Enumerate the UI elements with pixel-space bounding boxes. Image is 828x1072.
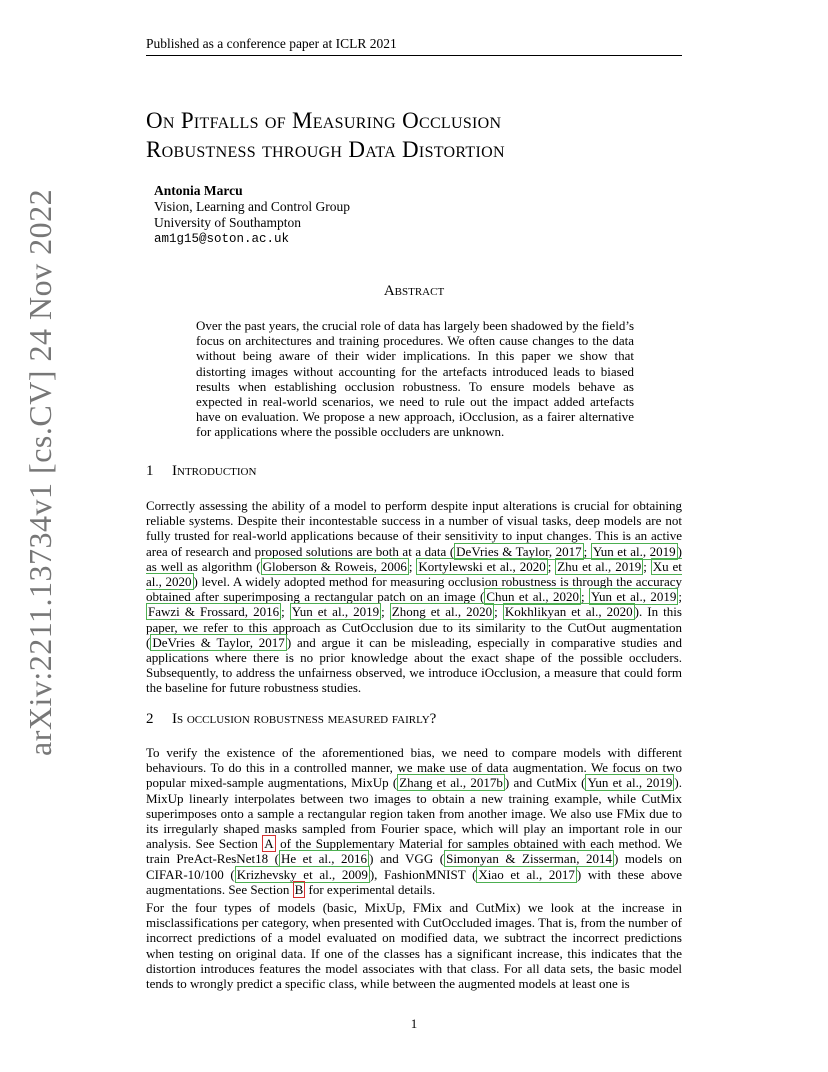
text-run: ) and CutMix ( [504, 775, 586, 791]
citation-link[interactable]: Globerson & Roweis, 2006 [262, 558, 407, 574]
section-2-paragraph-2: For the four types of models (basic, MixUp, FMix and CutMix) we look at the increase in misclassifications per category, when presented with CutOccluded images. That is, from the number of incorrect predictions of a model evaluated on modified data, we subtract the incorrect predictions when testing on original data. If one of the classes has a significant increase, this indicates that the distortion introduces features the model associates with that class. For all data sets, the basic model tends to wrongly predict a specific class, while between the augmented models at least one is [146, 900, 682, 992]
citation-link[interactable]: Zhu et al., 2019 [557, 558, 642, 574]
text-run: Correctly assessing the ability of a model to perform despite input alterations is crucial for obtaining reliable systems. Despite their incontestable success in a number of visual tasks, deep models are not fully trusted for real-world applications because of their sensitivity to input changes. This is an active area of research and proposed solutions are both at a data ( [146, 498, 682, 559]
text-run: ; [678, 589, 683, 605]
text-run: ), FashionMNIST ( [369, 866, 477, 882]
text-run: ) and VGG ( [369, 851, 445, 867]
abstract-heading: Abstract [383, 283, 445, 299]
author-name: Antonia Marcu [154, 183, 243, 198]
text-run: ; [547, 558, 556, 574]
text-run: ; [494, 604, 503, 620]
text-run: To verify the existence of the aforementioned bias, we need to compare models with different behaviours. To do this in a controlled manner, we make use of data augmentation. We focus on two popular mixed-sample augmentations, MixUp ( [146, 745, 682, 791]
author-affiliation-1: Vision, Learning and Control Group [154, 199, 351, 214]
text-run: ) and argue it can be misleading, especially in comparative studies and applications where there is no prior knowledge about the exact shape of the possible occluders. Subsequently, to address the unfairness observed, we introduce iOcclusion, a measure that could form the baseline for future robustness studies. [146, 634, 683, 696]
text-run: ) as well as algorithm ( [146, 543, 682, 574]
text-run: ; [583, 543, 591, 559]
arxiv-stamp [18, 188, 58, 760]
text-run: of the Supplementary Material for samples obtained with each method. We train PreAct-ResNet18 ( [146, 836, 682, 867]
citation-link[interactable]: DeVries & Taylor, 2017 [152, 634, 285, 650]
citation-link[interactable]: Simonyan & Zisserman, 2014 [446, 851, 612, 867]
section-2-heading [146, 711, 436, 728]
section-1-title: Introduction [172, 463, 257, 479]
text-run: for experimental details. [305, 881, 436, 897]
text-run: ) with these above augmentations. See Section [146, 866, 682, 897]
citation-link[interactable]: Xu et al., 2020 [146, 558, 682, 590]
citation-link[interactable]: Kokhlikyan et al., 2020 [504, 604, 633, 620]
title-line-1: On Pitfalls of Measuring Occlusion [146, 108, 502, 133]
abstract-text: Over the past years, the crucial role of data has largely been shadowed by the field’s focus on architectures and training procedures. We often cause changes to the data without being aware of their wider implications. In this paper we show that distorting images without accounting for the artefacts introduced leads to biased results when establishing occlusion robustness. To ensure models behave as expected in real-world scenarios, we need to rule out the impact added artefacts have on evaluation. We propose a new approach, iOcclusion, as a fairer alternative for applications where the possible occluders are unknown. [196, 318, 634, 440]
author-affiliation-2: University of Southampton [154, 215, 301, 230]
text-run: ; [643, 558, 651, 574]
section-2-number: 2 [146, 711, 154, 727]
citation-link[interactable]: Xiao et al., 2017 [478, 866, 575, 882]
citation-link[interactable]: Yun et al., 2019 [587, 775, 673, 791]
citation-link[interactable]: Fawzi & Frossard, 2016 [148, 604, 280, 620]
citation-link[interactable]: Yun et al., 2019 [592, 543, 676, 559]
section-1-number: 1 [146, 463, 154, 479]
citation-link[interactable]: Zhong et al., 2020 [391, 604, 493, 620]
text-run: ; [381, 604, 390, 620]
author-email: am1g15@soton.ac.uk [154, 232, 290, 246]
arxiv-stamp-text: arXiv:2211.13734v1 [cs.CV] 24 Nov 2022 [22, 188, 58, 756]
section-1-heading [146, 463, 256, 480]
text-run: ; [580, 589, 589, 605]
text-run: ) level. A widely adopted method for measuring occlusion robustness is through the accuracy obtained after superimposing a rectangular patch on an image ( [146, 574, 682, 605]
text-run: ) models on CIFAR-10/100 ( [146, 851, 682, 882]
page-number: 1 [410, 1016, 418, 1031]
section-link[interactable]: B [294, 881, 304, 897]
citation-link[interactable]: Yun et al., 2019 [291, 604, 380, 620]
title-line-2: Robustness through Data Distortion [146, 137, 505, 162]
text-run: ). MixUp linearly interpolates between two images to obtain a new training example, while CutMix superimposes onto a sample a rectangular region taken from another image. We also use FMix due to its irregularly shaped masks sampled from Fourier space, which will play an important role in our analysis. See Section [146, 775, 682, 852]
citation-link[interactable]: Chun et al., 2020 [486, 589, 579, 605]
paper-title [146, 106, 706, 164]
citation-link[interactable]: Krizhevsky et al., 2009 [236, 866, 368, 882]
running-header: Published as a conference paper at ICLR 2021 [146, 36, 682, 56]
intro-paragraph [146, 498, 682, 696]
section-2-paragraph-1 [146, 745, 682, 897]
section-2-title: Is occlusion robustness measured fairly? [172, 711, 437, 727]
section-link[interactable]: A [264, 836, 274, 852]
citation-link[interactable]: DeVries & Taylor, 2017 [456, 543, 582, 559]
citation-link[interactable]: Kortylewski et al., 2020 [418, 558, 546, 574]
text-run: ; [281, 604, 290, 620]
citation-link[interactable]: Zhang et al., 2017b [399, 775, 503, 791]
citation-link[interactable]: He et al., 2016 [280, 851, 368, 867]
text-run: ). In this paper, we refer to this approach as CutOcclusion due to its similarity to the CutOut augmentation ( [146, 604, 682, 650]
text-run: ; [408, 558, 417, 574]
author-block [154, 183, 350, 247]
citation-link[interactable]: Yun et al., 2019 [591, 589, 677, 605]
